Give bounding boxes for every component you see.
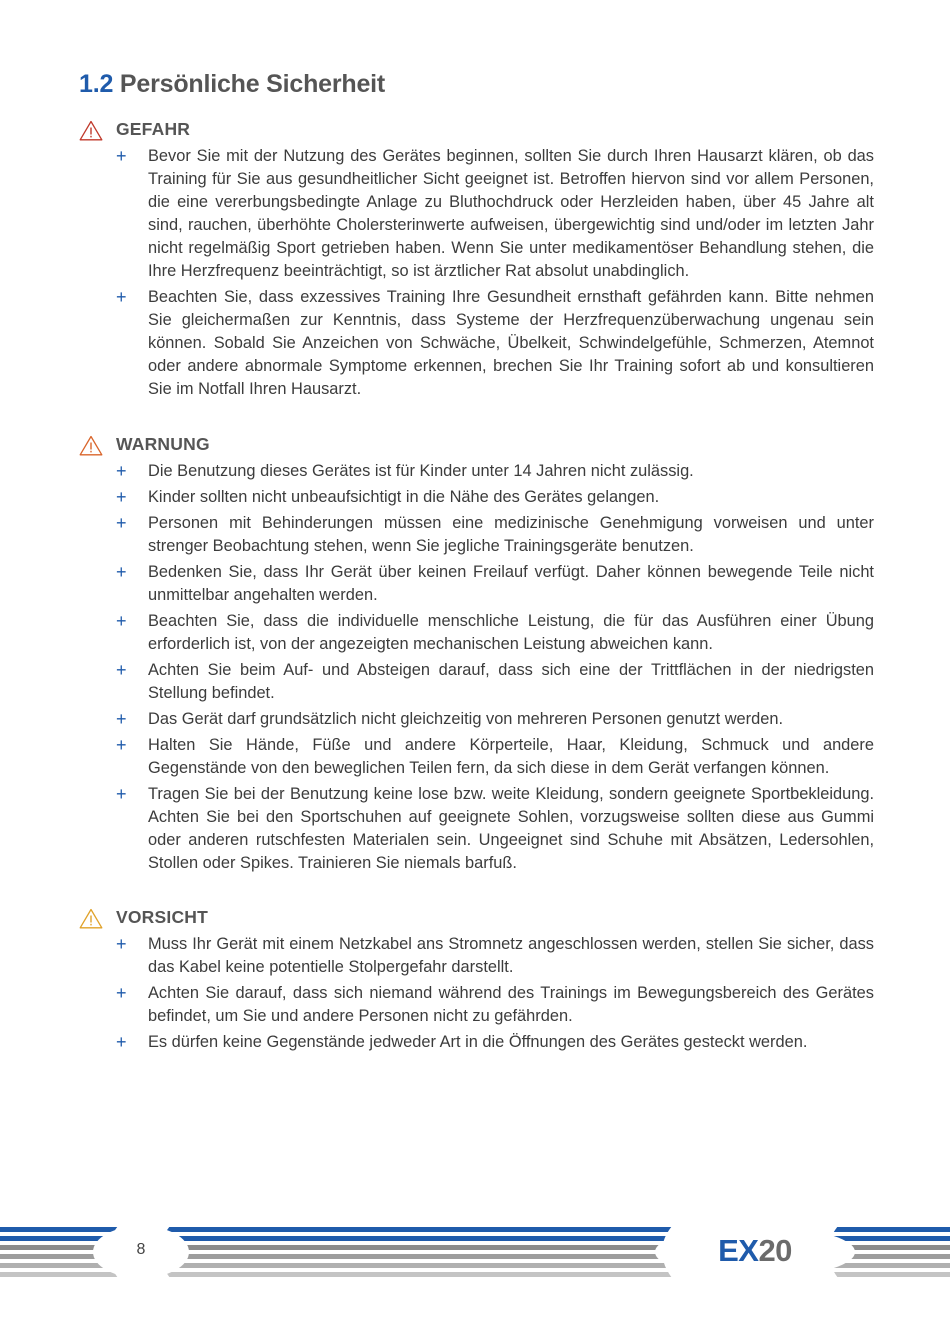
plus-icon: + [116,611,127,631]
plus-icon: + [116,461,127,481]
list-item [79,933,874,979]
list-item-text: Bevor Sie mit der Nutzung des Gerätes beginnen, sollten Sie durch Ihren Hausarzt klären, ob das Training für Sie aus gesundheitlicher Sicht geeignet ist. Betroffen hiervon sind vor allem Personen, die eine vererbungsbedingte Anlage zu Bluthochdruck oder Herzleiden haben, über 45 Jahre alt sind, rauchen, überhöhte Cholersterinwerte aufweisen, übergewichtig sind und/oder im letzten Jahr nicht regelmäßig Sport getrieben haben. Wenn Sie unter medikamentöser Behandlung stehen, die Ihre Herzfrequenz beeinträchtigt, so ist ärztlicher Rat absolut unabdinglich. [148,147,874,280]
list-item [79,734,874,780]
plus-icon: + [116,709,127,729]
list-item-text: Kinder sollten nicht unbeaufsichtigt in die Nähe des Gerätes gelangen. [148,488,660,506]
warning-triangle-icon [79,908,103,929]
vorsicht-section [79,907,874,1054]
gefahr-list [79,145,874,401]
plus-icon: + [116,487,127,507]
plus-icon: + [116,660,127,680]
page-number: 8 [136,1241,146,1258]
warnung-title: WARNUNG [116,434,210,454]
brand-logo-number: 20 [758,1233,792,1268]
warning-triangle-icon [79,120,103,141]
plus-icon: + [116,934,127,954]
warnung-section [79,434,874,875]
plus-icon: + [116,562,127,582]
section-title: Persönliche Sicherheit [119,70,386,98]
plus-icon: + [116,983,127,1003]
plus-icon: + [116,287,127,307]
list-item [79,1031,874,1054]
vorsicht-list [79,933,874,1054]
list-item-text: Achten Sie darauf, dass sich niemand während des Trainings im Bewegungsbereich des Gerätes befindet, um Sie und andere Personen nicht zu gefährden. [148,984,874,1025]
plus-icon: + [116,146,127,166]
list-item [79,708,874,731]
plus-icon: + [116,513,127,533]
list-item [79,460,874,483]
section-number: 1.2 [79,70,114,98]
list-item-text: Tragen Sie bei der Benutzung keine lose bzw. weite Kleidung, sondern geeignete Sportbekleidung. Achten Sie bei den Sportschuhen auf geeignete Sohlen, vorzugsweise sollten diese aus Gummi oder anderen rutschfesten Materialen sein. Ungeeignet sind Schuhe mit Absätzen, Ledersohlen, Stollen oder Spikes. Trainieren Sie niemals barfuß. [148,785,874,872]
list-item [79,659,874,705]
list-item-text: Personen mit Behinderungen müssen eine medizinische Genehmigung vorweisen und unter strenger Beobachtung stehen, wenn Sie jegliche Trainingsgeräte benutzen. [148,514,874,555]
warning-triangle-icon [79,435,103,456]
vorsicht-title: VORSICHT [116,907,209,927]
plus-icon: + [116,1032,127,1052]
list-item [79,561,874,607]
list-item-text: Achten Sie beim Auf- und Absteigen darauf, dass sich eine der Trittflächen in der niedrigsten Stellung befindet. [148,661,874,702]
list-item [79,286,874,401]
list-item-text: Die Benutzung dieses Gerätes ist für Kinder unter 14 Jahren nicht zulässig. [148,462,694,480]
list-item-text: Muss Ihr Gerät mit einem Netzkabel ans Stromnetz angeschlossen werden, stellen Sie sicher, dass das Kabel keine potentielle Stolpergefahr darstellt. [148,935,874,976]
brand-logo-ex: EX [718,1233,759,1268]
list-item [79,783,874,875]
gefahr-section [79,119,874,401]
list-item [79,145,874,283]
list-item [79,982,874,1028]
plus-icon: + [116,735,127,755]
list-item-text: Es dürfen keine Gegenstände jedweder Art in die Öffnungen des Gerätes gesteckt werden. [148,1033,808,1051]
plus-icon: + [116,784,127,804]
section-heading [79,70,385,99]
gefahr-header [79,119,874,142]
list-item-text: Das Gerät darf grundsätzlich nicht gleichzeitig von mehreren Personen genutzt werden. [148,710,784,728]
list-item [79,610,874,656]
gefahr-title: GEFAHR [116,119,191,139]
vorsicht-header [79,907,874,930]
warnung-list [79,460,874,875]
list-item-text: Beachten Sie, dass die individuelle menschliche Leistung, die für das Ausführen einer Übung erforderlich ist, von der angezeigten mechanischen Leistung abweichen kann. [148,612,874,653]
warnung-header [79,434,874,457]
list-item [79,512,874,558]
list-item-text: Beachten Sie, dass exzessives Training Ihre Gesundheit ernsthaft gefährden kann. Bitte nehmen Sie gleichermaßen zur Kenntnis, dass Systeme der Herzfrequenzüberwachung ungenau sein können. Sobald Sie Anzeichen von Schwäche, Übelkeit, Schwindelgefühle, Schmerzen, Atemnot oder andere abnormale Symptome erkennen, brechen Sie Ihr Training sofort ab und konsultieren Sie im Notfall Ihren Hausarzt. [148,288,874,398]
list-item [79,486,874,509]
list-item-text: Bedenken Sie, dass Ihr Gerät über keinen Freilauf verfügt. Daher können bewegende Teile nicht unmittelbar angehalten werden. [148,563,874,604]
brand-logo [705,1233,805,1269]
list-item-text: Halten Sie Hände, Füße und andere Körperteile, Haar, Kleidung, Schmuck und andere Gegenstände von den beweglichen Teilen fern, da sich diese in dem Gerät verfangen können. [148,736,874,777]
